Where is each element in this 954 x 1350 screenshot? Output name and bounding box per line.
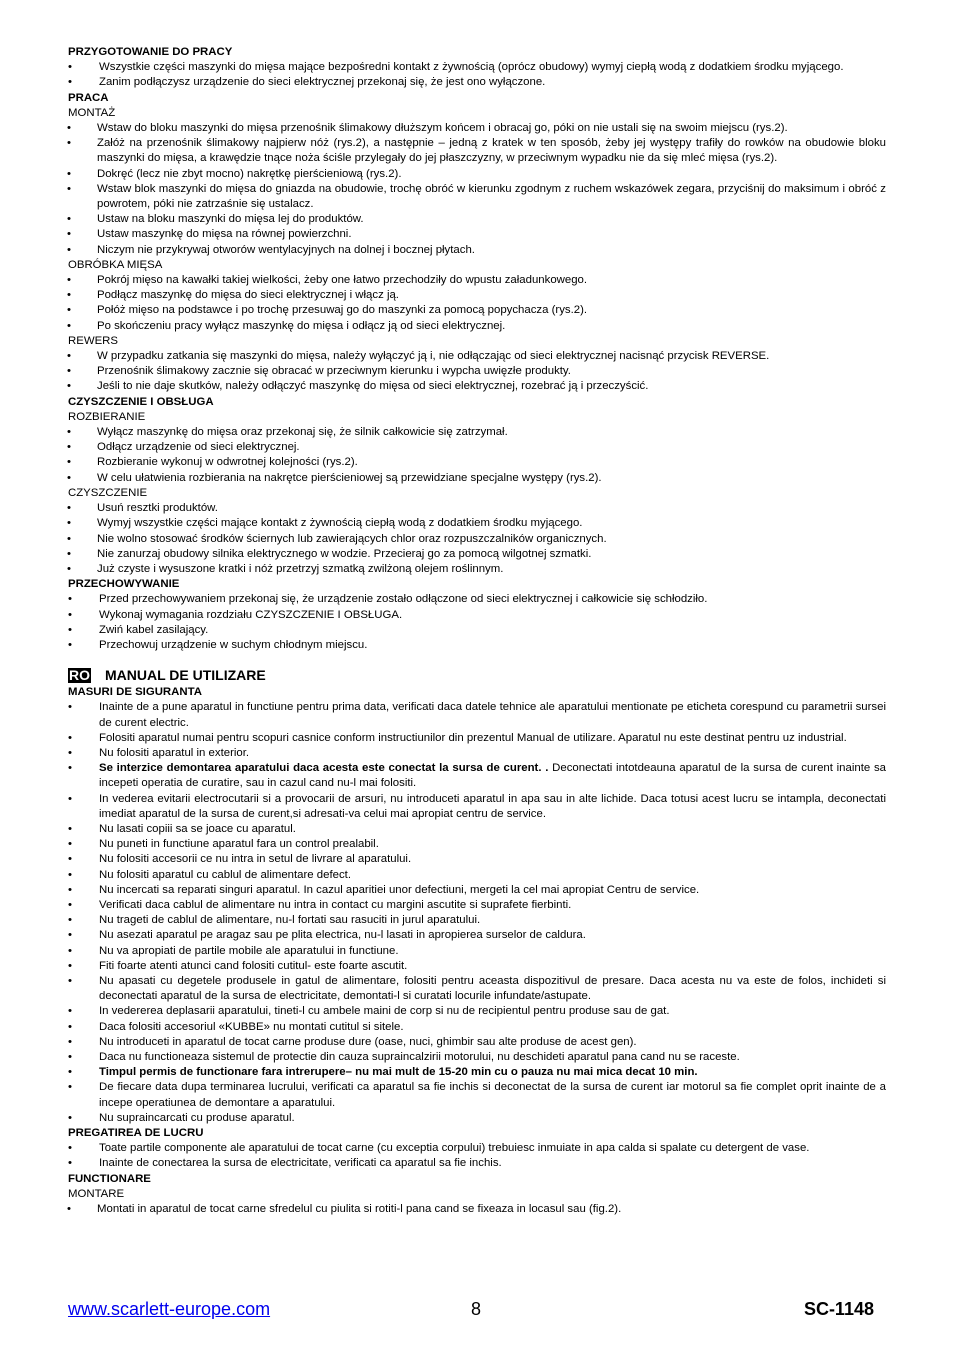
language-section-title: [68, 667, 886, 684]
manual-page: [68, 45, 886, 1217]
section-heading: MASURI DE SIGURANTA: [68, 686, 202, 699]
list-item: • Nu trageti de cablul de alimentare, nu-l fortati sau rasuciti in jurul aparatului.: [68, 913, 886, 928]
subsection-heading: CZYSZCZENIE: [68, 486, 148, 499]
list-item: • Przechowuj urządzenie w suchym chłodnym miejscu.: [68, 638, 886, 653]
list-item: • Przenośnik ślimakowy zacznie się obracać w przeciwnym kierunku i wypcha uwięzłe produkty.: [68, 364, 886, 379]
page-footer: [68, 1299, 886, 1323]
list-item: • In vedererea deplasarii aparatului, tineti-l cu ambele maini de corp si nu de recipientul pentru produse sau de gat.: [68, 1004, 886, 1019]
list-item: • Nu va apropiati de partile mobile ale aparatului in functiune.: [68, 944, 886, 959]
website-link[interactable]: www.scarlett-europe.com: [68, 1299, 271, 1319]
warning-text: Deconectati intotdeauna aparatul de la sursa de curent inainte sa incepeti operatia de curatire, sau in cazul cand nu-l mai folositi.: [99, 762, 886, 790]
list-item: • Dokręć (lecz nie zbyt mocno) nakrętkę pierścieniową (rys.2).: [68, 167, 886, 182]
model-number: SC-1148: [803, 1299, 874, 1319]
list-item: • Nu puneti in functiune aparatul fara un control prealabil.: [68, 837, 886, 852]
list-item: • Załóż na przenośnik ślimakowy najpierw nóż (rys.2), a następnie – jedną z kratek w ten sposób, żeby jej występy trafiły do rowków na obudowie bloku maszynki do mięsa, a krawędzie tnące noża ściśle przylegały do jej płaszczyzny, w przeciwnym wypadku nie da się mleć mięsa (rys.2).: [68, 136, 886, 166]
list-item: • Nie wolno stosować środków ściernych lub zawierających chlor oraz rozpuszczalników organicznych.: [68, 532, 886, 547]
list-item: • Ustaw maszynkę do mięsa na równej powierzchni.: [68, 227, 886, 242]
section-heading: PRZECHOWYWANIE: [68, 578, 180, 591]
list-item: • Nu supraincarcati cu produse aparatul.: [68, 1111, 886, 1126]
section-heading: CZYSZCZENIE I OBSŁUGA: [68, 395, 214, 408]
subsection-heading: OBRÓBKA MIĘSA: [68, 258, 163, 271]
list-item: • In vederea evitarii electrocutarii si a provocarii de arsuri, nu introduceti aparatul in apa sau in alte lichide. Daca totusi acest lucru se intampla, deconectati imediat aparatul de la sursa de curent,si adresati-va celui mai apropiat centru de service.: [68, 792, 886, 822]
language-badge: RO: [69, 667, 90, 684]
list-item: • Pokrój mięso na kawałki takiej wielkości, żeby one łatwo przechodziły do wpustu załadunkowego.: [68, 273, 886, 288]
list-item: • Inainte de conectarea la sursa de electricitate, verificati ca aparatul sa fie inchis.: [68, 1156, 886, 1171]
subsection-heading: MONTARE: [68, 1187, 125, 1200]
bullet-list: [68, 425, 886, 486]
list-item: • W celu ułatwienia rozbierania na nakrętce pierścieniowej są przewidziane specjalne występy (rys.2).: [68, 471, 886, 486]
subsection-heading: REWERS: [68, 334, 118, 347]
list-item: • Nu incercati sa reparati singuri aparatul. In cazul aparitiei unor defectiuni, mergeti la cel mai apropiat Centru de service.: [68, 883, 886, 898]
list-item: • Jeśli to nie daje skutków, należy odłączyć maszynkę do mięsa od sieci elektrycznej, rozebrać ją i przeczyścić.: [68, 379, 886, 394]
list-item: • Rozbieranie wykonuj w odwrotnej kolejności (rys.2).: [68, 455, 886, 470]
list-item: • Fiti foarte atenti atunci cand folositi cutitul- este foarte ascutit.: [68, 959, 886, 974]
list-item: • Ustaw na bloku maszynki do mięsa lej do produktów.: [68, 212, 886, 227]
section-heading: PREGATIREA DE LUCRU: [68, 1127, 204, 1140]
bold-warning: Se interzice demontarea aparatului daca acesta este conectat la sursa de curent. .: [99, 762, 549, 775]
list-item: • Wstaw do bloku maszynki do mięsa przenośnik ślimakowy dłuższym końcem i obracaj go, póki on nie ustali się na swoim miejscu (rys.2).: [68, 121, 886, 136]
list-item: • Niczym nie przykrywaj otworów wentylacyjnych na dolnej i bocznej płytach.: [68, 243, 886, 258]
bullet-list: [68, 592, 886, 653]
list-item: • Daca nu functioneaza sistemul de protectie din cauza supraincalzirii motorului, nu deschideti aparatul pana cand nu se raceste.: [68, 1050, 886, 1065]
bullet-list: [68, 792, 886, 1066]
list-item: [68, 1065, 886, 1080]
list-item: • Toate partile componente ale aparatului de tocat carne (cu exceptia corpului) trebuiesc inmuiate in apa calda si spalate cu detergent de vase.: [68, 1141, 886, 1156]
bold-warning: Timpul permis de functionare fara intrerupere– nu mai mult de 15-20 min cu o pauza nu mai mica decat 10 min.: [99, 1066, 698, 1079]
list-item: • Przed przechowywaniem przekonaj się, że urządzenie zostało odłączone od sieci elektrycznej i całkowicie się schłodziło.: [68, 592, 886, 607]
section-heading: PRZYGOTOWANIE DO PRACY: [68, 46, 233, 58]
bullet-list: [68, 1202, 886, 1217]
list-item: • Wymyj wszystkie części mające kontakt z żywnością ciepłą wodą z dodatkiem środku myjącego.: [68, 516, 886, 531]
list-item: [68, 761, 886, 791]
list-item: • De fiecare data dupa terminarea lucrului, verificati ca aparatul sa fie inchis si deconectat de la sursa de curent iar motorul sa fie complet oprit inainte de a incepe operatiunea de demontare a aparatului.: [68, 1080, 886, 1110]
list-item: • Nu folositi aparatul in exterior.: [68, 746, 886, 761]
manual-title: MANUAL DE UTILIZARE: [105, 667, 266, 684]
list-item: • Nu folositi accesorii ce nu intra in setul de livrare al aparatului.: [68, 852, 886, 867]
list-item: • Folositi aparatul numai pentru scopuri casnice conform instructiunilor din prezentul Manual de utilizare. Aparatul nu este destinat pentru uz industrial.: [68, 731, 886, 746]
list-item: • Już czyste i wysuszone kratki i nóż przetrzyj szmatką zwilżoną olejem roślinnym.: [68, 562, 886, 577]
list-item: • Nu apasati cu degetele produsele in gatul de alimentare, folositi pentru aceasta dispozitivul de presare. Daca acesta nu va este de folos, inchideti si deconectati aparatul de la sursa de electricitate, demontati-l si curatati locurile infundate/astupate.: [68, 974, 886, 1004]
bullet-list: [68, 501, 886, 577]
list-item: • Nu asezati aparatul pe aragaz sau pe plita electrica, nu-l lasati in apropierea surselor de caldura.: [68, 928, 886, 943]
bullet-list: [68, 273, 886, 334]
list-item: • Nie zanurzaj obudowy silnika elektrycznego w wodzie. Przecieraj go za pomocą wilgotnej szmatki.: [68, 547, 886, 562]
section-heading: PRACA: [68, 91, 109, 104]
list-item: • Inainte de a pune aparatul in functiune pentru prima data, verificati daca datele tehnice ale aparatului mentionate pe eticheta corespund cu parametrii sursei de curent electric.: [68, 700, 886, 730]
list-item: • Podłącz maszynkę do mięsa do sieci elektrycznej i włącz ją.: [68, 288, 886, 303]
bullet-list: [68, 1080, 886, 1126]
list-item: • Wstaw blok maszynki do mięsa do gniazda na obudowie, trochę obróć w kierunku zgodnym z ruchem wskazówek zegara, przyciśnij do maksimum i obróć z powrotem, póki nie zatrzaśnie się ustalacz.: [68, 182, 886, 212]
list-item: • Usuń resztki produktów.: [68, 501, 886, 516]
list-item: • Odłącz urządzenie od sieci elektrycznej.: [68, 440, 886, 455]
list-item: • Zanim podłączysz urządzenie do sieci elektrycznej przekonaj się, że jest ono wyłączone.: [68, 75, 886, 90]
bullet-list: [68, 60, 886, 90]
bullet-list: [68, 700, 886, 791]
list-item: • Wyłącz maszynkę do mięsa oraz przekonaj się, że silnik całkowicie się zatrzymał.: [68, 425, 886, 440]
bullet-list: [68, 1065, 886, 1080]
list-item: • Po skończeniu pracy wyłącz maszynkę do mięsa i odłącz ją od sieci elektrycznej.: [68, 319, 886, 334]
page-number: 8: [471, 1299, 482, 1319]
subsection-heading: MONTAŻ: [68, 106, 116, 119]
subsection-heading: ROZBIERANIE: [68, 410, 146, 423]
bullet-list: [68, 121, 886, 258]
list-item: • W przypadku zatkania się maszynki do mięsa, należy wyłączyć ją i, nie odłączając od sieci elektrycznej nacisnąć przycisk REVERSE.: [68, 349, 886, 364]
list-item: • Połóż mięso na podstawce i po trochę przesuwaj go do maszynki za pomocą popychacza (rys.2).: [68, 303, 886, 318]
list-item: • Zwiń kabel zasilający.: [68, 623, 886, 638]
bullet-list: [68, 1141, 886, 1171]
bullet-list: [68, 349, 886, 395]
list-item: • Nu introduceti in aparatul de tocat carne produse dure (oase, nuci, ghimbir sau alte produse de acest gen).: [68, 1035, 886, 1050]
list-item: • Verificati daca cablul de alimentare nu intra in contact cu margini ascutite si suprafete fierbinti.: [68, 898, 886, 913]
list-item: • Nu lasati copiii sa se joace cu aparatul.: [68, 822, 886, 837]
list-item: • Montati in aparatul de tocat carne sfredelul cu piulita si rotiti-l pana cand se fixeaza in locasul sau (fig.2).: [68, 1202, 886, 1217]
list-item: • Wszystkie części maszynki do mięsa mające bezpośredni kontakt z żywnością (oprócz obudowy) wymyj ciepłą wodą z dodatkiem środku myjącego.: [68, 60, 886, 75]
list-item: • Wykonaj wymagania rozdziału CZYSZCZENIE I OBSŁUGA.: [68, 608, 886, 623]
list-item: • Nu folositi aparatul cu cablul de alimentare defect.: [68, 868, 886, 883]
list-item: • Daca folositi accesoriul «KUBBE» nu montati cutitul si sitele.: [68, 1020, 886, 1035]
section-heading: FUNCTIONARE: [68, 1172, 151, 1185]
